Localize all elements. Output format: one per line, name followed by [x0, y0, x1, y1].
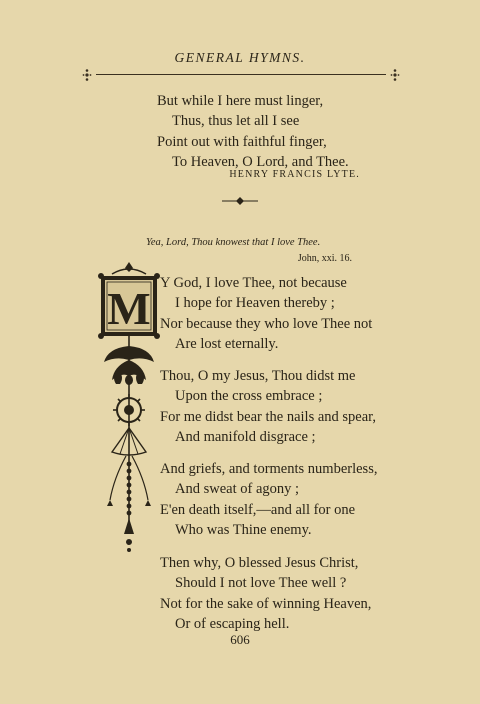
verse-line: Thou, O my Jesus, Thou didst me [160, 368, 356, 384]
scripture-reference: John, xxi. 16. [297, 253, 352, 264]
verse-line: Nor because they who love Thee not [160, 315, 373, 332]
verse-line: Upon the cross embrace ; [175, 388, 323, 405]
verse-line: Who was Thine enemy. [175, 522, 312, 539]
verse-line: E'en death itself,—and all for one [160, 501, 356, 518]
page-number: 606 [230, 632, 250, 647]
epigraph: Yea, Lord, Thou knowest that I love Thee. [146, 237, 321, 248]
verse-line: But while I here must linger, [157, 93, 324, 109]
hymn2-stanza-2 [160, 366, 376, 448]
verse-line: And griefs, and torments numberless, [160, 461, 378, 477]
verse-line: And manifold disgrace ; [175, 429, 316, 446]
verse-line: Or of escaping hell. [175, 616, 290, 633]
hymn2-stanza-4 [160, 553, 371, 635]
decorative-drop-cap-icon [98, 262, 160, 554]
hymn2-stanza-3 [160, 459, 377, 541]
verse-line: To Heaven, O Lord, and Thee. [172, 154, 349, 171]
verse-line: Y God, I love Thee, not because [160, 275, 347, 291]
verse-line: And sweat of agony ; [175, 481, 300, 498]
section-divider-ornament-icon [222, 195, 258, 207]
running-title: GENERAL HYMNS. [174, 50, 306, 65]
verse-line: For me didst bear the nails and spear, [160, 408, 377, 425]
verse-line: Are lost eternally. [175, 336, 279, 353]
author-attribution: HENRY FRANCIS LYTE. [229, 169, 360, 180]
hymn2-stanza-1 [160, 273, 372, 355]
verse-line: Should I not love Thee well ? [175, 575, 347, 592]
verse-line: Point out with faithful finger, [157, 133, 327, 150]
hymn1-stanza [157, 91, 349, 173]
dot-ornament-icon [390, 69, 400, 81]
dot-ornament-icon [82, 69, 92, 81]
verse-line: Then why, O blessed Jesus Christ, [160, 555, 359, 571]
verse-line: Not for the sake of winning Heaven, [160, 595, 372, 612]
drop-cap-letter: M [107, 283, 151, 334]
header-rule [82, 69, 400, 81]
verse-line: Thus, thus let all I see [172, 113, 300, 130]
header-rule-line [96, 74, 386, 75]
verse-line: I hope for Heaven thereby ; [175, 295, 335, 312]
